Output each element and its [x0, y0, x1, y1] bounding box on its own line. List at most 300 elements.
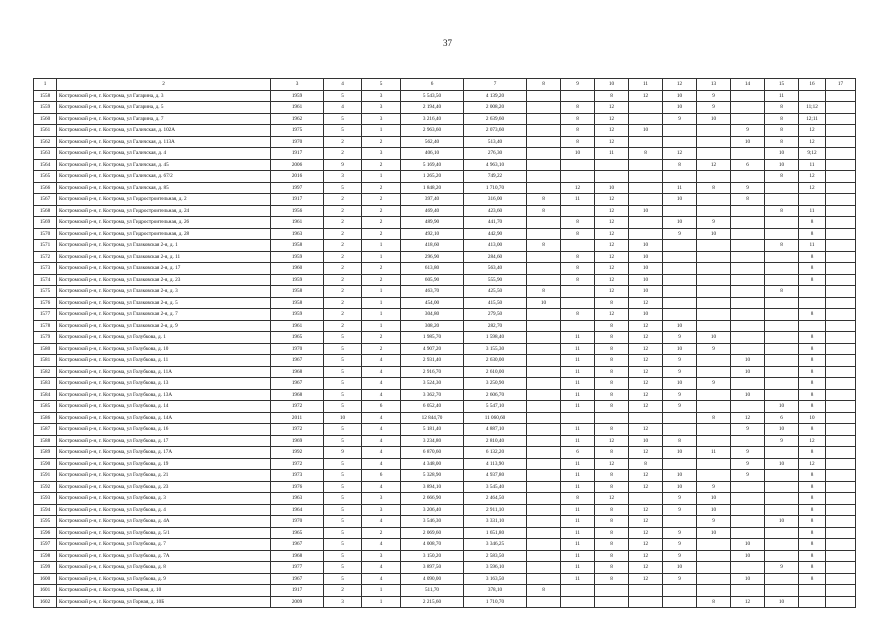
value-cell: 2 008,20 [464, 102, 527, 114]
value-cell: 12 [629, 366, 663, 378]
row-id-cell: 1560 [34, 113, 57, 125]
value-cell: 4 [362, 447, 401, 459]
table-row [34, 136, 856, 148]
value-cell [697, 286, 731, 298]
value-cell [799, 194, 826, 206]
value-cell: 11 [799, 240, 826, 252]
value-cell: 8 [561, 228, 595, 240]
value-cell: 9;12 [799, 148, 826, 160]
value-cell: 5 181,40 [401, 424, 464, 436]
address-cell: Костромской р-н, г. Кострома, ул Галичская, д. 67/2 [57, 171, 271, 183]
value-cell: 5 [324, 389, 362, 401]
value-cell: 1 651,80 [464, 527, 527, 539]
value-cell: 9 [663, 493, 697, 505]
value-cell [697, 366, 731, 378]
value-cell [527, 228, 561, 240]
value-cell: 469,40 [401, 205, 464, 217]
value-cell: 11 [561, 332, 595, 344]
value-cell [527, 573, 561, 585]
table-row [34, 481, 856, 493]
value-cell: 8 [527, 286, 561, 298]
value-cell: 1 [362, 585, 401, 597]
address-cell: Костромской р-н, г. Кострома, ул Голубкова, д. 3 [57, 493, 271, 505]
value-cell [765, 389, 799, 401]
address-cell: Костромской р-н, г. Кострома, ул Галичская, д. 113А [57, 136, 271, 148]
value-cell: 8 [799, 539, 826, 551]
value-cell: 11 [561, 343, 595, 355]
value-cell: 1975 [271, 125, 324, 137]
value-cell: 12 [595, 458, 629, 470]
value-cell [765, 470, 799, 482]
value-cell [731, 205, 765, 217]
value-cell [561, 286, 595, 298]
value-cell: 8 [799, 366, 826, 378]
value-cell: 12 [561, 182, 595, 194]
value-cell: 11 [561, 539, 595, 551]
table-row [34, 148, 856, 160]
value-cell: 9 [731, 182, 765, 194]
value-cell: 511,70 [401, 585, 464, 597]
value-cell: 10 [324, 412, 362, 424]
value-cell: 11 [561, 562, 595, 574]
value-cell [697, 194, 731, 206]
value-cell: 5 [324, 355, 362, 367]
value-cell: 1917 [271, 148, 324, 160]
address-cell: Костромской р-н, г. Кострома, ул Глазковская 2-я, д. 9 [57, 320, 271, 332]
value-cell [561, 585, 595, 597]
row-id-cell: 1596 [34, 527, 57, 539]
value-cell [826, 493, 856, 505]
table-row [34, 309, 856, 321]
value-cell [595, 159, 629, 171]
address-cell: Костромской р-н, г. Кострома, ул Голубкова, д. 1 [57, 332, 271, 344]
value-cell: 12 [731, 596, 765, 608]
address-cell: Костромской р-н, г. Кострома, ул Глазковская 2-я, д. 17 [57, 263, 271, 275]
value-cell: 5 547,10 [464, 401, 527, 413]
value-cell: 10 [527, 297, 561, 309]
value-cell [731, 504, 765, 516]
value-cell: 1 [362, 297, 401, 309]
table-row [34, 320, 856, 332]
value-cell: 9 [731, 424, 765, 436]
value-cell: 3 346,25 [464, 539, 527, 551]
value-cell: 10 [629, 240, 663, 252]
value-cell [527, 309, 561, 321]
value-cell: 1 848,20 [401, 182, 464, 194]
value-cell: 1976 [271, 481, 324, 493]
value-cell: 1963 [271, 493, 324, 505]
value-cell: 5 [324, 481, 362, 493]
column-number-cell: 16 [799, 79, 826, 91]
value-cell [527, 251, 561, 263]
value-cell: 12 [799, 136, 826, 148]
value-cell: 8 [561, 263, 595, 275]
value-cell: 11 [561, 458, 595, 470]
value-cell: 10 [663, 447, 697, 459]
column-number-cell: 15 [765, 79, 799, 91]
table-row [34, 102, 856, 114]
value-cell: 8 [595, 550, 629, 562]
value-cell: 4 [362, 562, 401, 574]
table-row [34, 171, 856, 183]
value-cell: 8 [561, 125, 595, 137]
address-cell: Костромской р-н, г. Кострома, ул Глазковская 2-я, д. 5 [57, 297, 271, 309]
address-cell: Костромской р-н, г. Кострома, ул Гидростроительная, д. 28 [57, 228, 271, 240]
value-cell: 8 [527, 240, 561, 252]
row-id-cell: 1599 [34, 562, 57, 574]
value-cell [826, 481, 856, 493]
value-cell: 3 546,30 [401, 516, 464, 528]
value-cell: 10 [663, 343, 697, 355]
value-cell: 2 [324, 240, 362, 252]
value-cell [826, 171, 856, 183]
value-cell: 9 [663, 504, 697, 516]
value-cell: 9 [697, 378, 731, 390]
value-cell [663, 205, 697, 217]
value-cell [826, 263, 856, 275]
value-cell: 8 [799, 401, 826, 413]
address-cell: Костромской р-н, г. Кострома, ул Гидростроительная, д. 2 [57, 194, 271, 206]
row-id-cell: 1572 [34, 251, 57, 263]
value-cell [697, 240, 731, 252]
value-cell: 5 [324, 366, 362, 378]
value-cell [663, 458, 697, 470]
value-cell [527, 378, 561, 390]
address-cell: Костромской р-н, г. Кострома, ул Гидростроительная, д. 26 [57, 217, 271, 229]
value-cell: 3 [324, 596, 362, 608]
value-cell: 4 [362, 355, 401, 367]
value-cell: 8 [765, 125, 799, 137]
value-cell: 1959 [271, 309, 324, 321]
value-cell [826, 389, 856, 401]
value-cell: 8 [799, 263, 826, 275]
value-cell [826, 148, 856, 160]
value-cell: 1964 [271, 504, 324, 516]
value-cell: 8 [595, 504, 629, 516]
value-cell [663, 297, 697, 309]
value-cell: 12 [629, 539, 663, 551]
value-cell: 5 [324, 458, 362, 470]
value-cell [697, 274, 731, 286]
value-cell: 4 [362, 516, 401, 528]
value-cell [697, 136, 731, 148]
value-cell [826, 332, 856, 344]
value-cell [765, 228, 799, 240]
address-cell: Костромской р-н, г. Кострома, ул Голубкова, д. 7А [57, 550, 271, 562]
value-cell [561, 596, 595, 608]
value-cell: 2 583,50 [464, 550, 527, 562]
table-row [34, 240, 856, 252]
value-cell: 6 052,40 [401, 401, 464, 413]
row-id-cell: 1597 [34, 539, 57, 551]
value-cell: 296,90 [401, 251, 464, 263]
value-cell: 4 090,00 [401, 573, 464, 585]
value-cell: 8 [799, 355, 826, 367]
value-cell: 3 894,10 [401, 481, 464, 493]
value-cell: 2 [362, 228, 401, 240]
value-cell: 1 [362, 286, 401, 298]
value-cell: 5 [324, 527, 362, 539]
value-cell: 10 [765, 516, 799, 528]
value-cell [765, 378, 799, 390]
value-cell: 4 [362, 481, 401, 493]
value-cell: 8 [765, 171, 799, 183]
row-id-cell: 1564 [34, 159, 57, 171]
value-cell [527, 401, 561, 413]
value-cell [595, 171, 629, 183]
value-cell: 11 [561, 424, 595, 436]
value-cell [826, 378, 856, 390]
value-cell: 8 [595, 527, 629, 539]
value-cell: 8 [697, 182, 731, 194]
table-row [34, 263, 856, 275]
value-cell [697, 320, 731, 332]
value-cell: 2016 [271, 171, 324, 183]
value-cell: 1972 [271, 401, 324, 413]
value-cell: 11 [561, 527, 595, 539]
value-cell [826, 194, 856, 206]
value-cell: 2 [362, 274, 401, 286]
value-cell: 8 [765, 136, 799, 148]
value-cell: 8 [561, 113, 595, 125]
table-row [34, 286, 856, 298]
row-id-cell: 1573 [34, 263, 57, 275]
value-cell: 8 [663, 159, 697, 171]
value-cell: 10 [629, 435, 663, 447]
table-row [34, 539, 856, 551]
value-cell [765, 320, 799, 332]
value-cell: 9 [663, 366, 697, 378]
table-row [34, 447, 856, 459]
address-cell: Костромской р-н, г. Кострома, ул Гидростроительная, д. 24 [57, 205, 271, 217]
value-cell: 2 [324, 297, 362, 309]
value-cell: 3 [362, 90, 401, 102]
row-id-cell: 1563 [34, 148, 57, 160]
column-number-cell: 8 [527, 79, 561, 91]
value-cell: 8 [799, 550, 826, 562]
value-cell: 10 [765, 159, 799, 171]
value-cell: 11 [561, 378, 595, 390]
value-cell: 5 [324, 182, 362, 194]
value-cell: 3 163,50 [464, 573, 527, 585]
value-cell [731, 585, 765, 597]
value-cell [527, 435, 561, 447]
value-cell: 3 [362, 550, 401, 562]
value-cell [697, 550, 731, 562]
value-cell: 11 [561, 516, 595, 528]
value-cell: 9 [697, 102, 731, 114]
value-cell: 10 [731, 539, 765, 551]
value-cell: 3 155,30 [464, 343, 527, 355]
value-cell: 3 [324, 171, 362, 183]
value-cell [765, 550, 799, 562]
value-cell: 9 [697, 516, 731, 528]
value-cell [765, 504, 799, 516]
value-cell: 1 [362, 251, 401, 263]
value-cell: 2009 [271, 596, 324, 608]
value-cell: 12 [595, 251, 629, 263]
value-cell [697, 148, 731, 160]
value-cell [663, 274, 697, 286]
value-cell: 3 [362, 102, 401, 114]
value-cell: 10 [629, 274, 663, 286]
housing-registry-table [33, 78, 856, 608]
value-cell [765, 573, 799, 585]
column-number-row [34, 79, 856, 91]
value-cell: 9 [731, 470, 765, 482]
value-cell: 2 963,60 [401, 125, 464, 137]
value-cell: 4 963,10 [464, 159, 527, 171]
row-id-cell: 1566 [34, 182, 57, 194]
value-cell: 3 216,40 [401, 113, 464, 125]
value-cell: 8 [629, 148, 663, 160]
column-number-cell: 11 [629, 79, 663, 91]
value-cell [697, 435, 731, 447]
value-cell: 4 008,70 [401, 539, 464, 551]
value-cell [629, 217, 663, 229]
value-cell [826, 539, 856, 551]
value-cell: 5 [324, 424, 362, 436]
value-cell: 2 916,70 [401, 366, 464, 378]
value-cell: 2 [324, 148, 362, 160]
value-cell: 4 [362, 378, 401, 390]
value-cell: 282,70 [464, 320, 527, 332]
value-cell: 1968 [271, 550, 324, 562]
value-cell [561, 240, 595, 252]
value-cell [731, 263, 765, 275]
value-cell: 5 [324, 539, 362, 551]
value-cell [561, 412, 595, 424]
value-cell: 2 [362, 527, 401, 539]
value-cell: 10 [629, 263, 663, 275]
value-cell: 12 [595, 102, 629, 114]
value-cell: 12 [595, 286, 629, 298]
address-cell: Костромской р-н, г. Кострома, ул Галичская, д. 102А [57, 125, 271, 137]
value-cell: 2 464,50 [464, 493, 527, 505]
value-cell [527, 102, 561, 114]
value-cell: 1960 [271, 263, 324, 275]
value-cell: 4 [362, 366, 401, 378]
value-cell: 8 [799, 504, 826, 516]
value-cell: 10 [799, 412, 826, 424]
value-cell: 4 113,90 [464, 458, 527, 470]
value-cell [765, 217, 799, 229]
page-number: 37 [443, 38, 452, 48]
value-cell [826, 228, 856, 240]
value-cell: 11 [561, 481, 595, 493]
value-cell: 1 710,70 [464, 182, 527, 194]
value-cell: 12 [629, 447, 663, 459]
value-cell: 5 [324, 516, 362, 528]
value-cell [731, 217, 765, 229]
table-row [34, 550, 856, 562]
value-cell [731, 102, 765, 114]
value-cell: 454,00 [401, 297, 464, 309]
value-cell: 10 [663, 320, 697, 332]
value-cell: 12;11 [799, 113, 826, 125]
value-cell [826, 309, 856, 321]
value-cell: 2 194,40 [401, 102, 464, 114]
value-cell: 1959 [271, 274, 324, 286]
value-cell [629, 182, 663, 194]
value-cell [697, 573, 731, 585]
table-row [34, 274, 856, 286]
value-cell: 10 [697, 228, 731, 240]
value-cell [527, 550, 561, 562]
value-cell: 12 [799, 435, 826, 447]
address-cell: Костромской р-н, г. Кострома, ул Голубкова, д. 4 [57, 504, 271, 516]
value-cell [561, 159, 595, 171]
value-cell: 1917 [271, 194, 324, 206]
table-row [34, 228, 856, 240]
value-cell [629, 412, 663, 424]
value-cell: 12 [629, 424, 663, 436]
table-row [34, 470, 856, 482]
value-cell [826, 550, 856, 562]
value-cell: 2 [362, 182, 401, 194]
value-cell [731, 527, 765, 539]
value-cell [826, 401, 856, 413]
value-cell [731, 90, 765, 102]
value-cell [731, 493, 765, 505]
value-cell [697, 470, 731, 482]
value-cell: 12 844,70 [401, 412, 464, 424]
value-cell [731, 274, 765, 286]
value-cell [527, 366, 561, 378]
value-cell [527, 516, 561, 528]
value-cell: 12 [629, 401, 663, 413]
value-cell: 1 710,70 [464, 596, 527, 608]
value-cell [731, 309, 765, 321]
address-cell: Костромской р-н, г. Кострома, ул Голубкова, д. 23 [57, 481, 271, 493]
value-cell [527, 343, 561, 355]
value-cell [799, 286, 826, 298]
value-cell: 4 [362, 424, 401, 436]
value-cell: 10 [731, 355, 765, 367]
value-cell: 1962 [271, 113, 324, 125]
value-cell: 8 [697, 412, 731, 424]
value-cell: 12 [629, 516, 663, 528]
value-cell: 12 [595, 194, 629, 206]
value-cell: 12 [595, 228, 629, 240]
value-cell [697, 205, 731, 217]
value-cell: 9 [663, 550, 697, 562]
value-cell [731, 113, 765, 125]
value-cell [731, 228, 765, 240]
value-cell: 10 [731, 550, 765, 562]
value-cell [731, 332, 765, 344]
address-cell: Костромской р-н, г. Кострома, ул Горная, д. 10Б [57, 596, 271, 608]
column-number-cell: 14 [731, 79, 765, 91]
address-cell: Костромской р-н, г. Кострома, ул Гагарина, д. 3 [57, 90, 271, 102]
value-cell [765, 251, 799, 263]
row-id-cell: 1568 [34, 205, 57, 217]
value-cell: 2006 [271, 159, 324, 171]
value-cell: 11 [561, 573, 595, 585]
value-cell: 12 [629, 332, 663, 344]
value-cell [527, 447, 561, 459]
value-cell: 3 [362, 148, 401, 160]
address-cell: Костромской р-н, г. Кострома, ул Голубкова, д. 9 [57, 573, 271, 585]
value-cell [663, 136, 697, 148]
value-cell: 10 [731, 389, 765, 401]
value-cell: 1 [362, 125, 401, 137]
value-cell [826, 562, 856, 574]
value-cell [799, 320, 826, 332]
address-cell: Костромской р-н, г. Кострома, ул Голубкова, д. 8 [57, 562, 271, 574]
value-cell [765, 309, 799, 321]
value-cell [826, 286, 856, 298]
